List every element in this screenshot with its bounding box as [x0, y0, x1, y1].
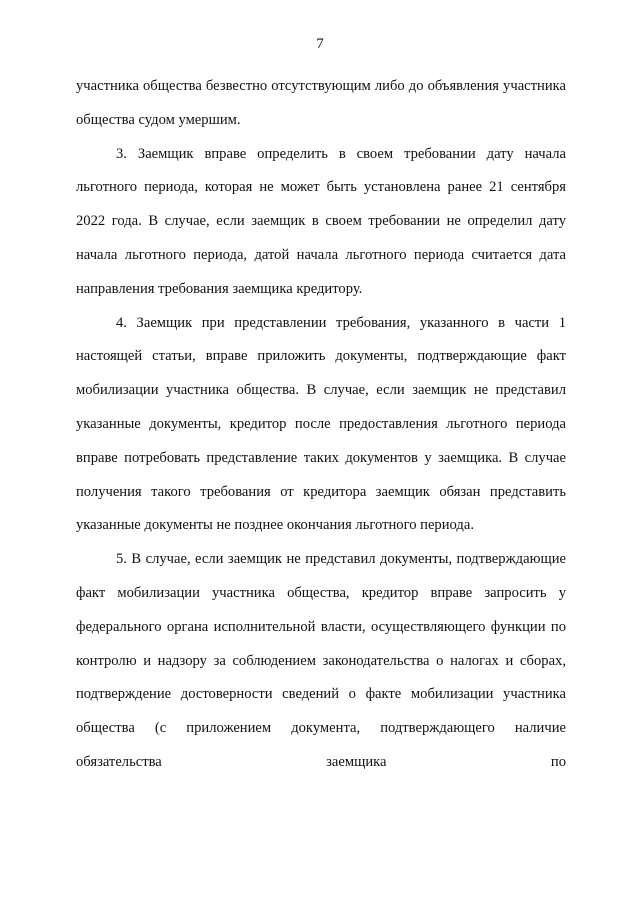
paragraph-continuation: участника общества безвестно отсутствующим либо до объявления участника общества судом умершим.	[76, 78, 566, 128]
paragraph-clause-3: 3. Заемщик вправе определить в своем требовании дату начала льготного периода, которая не может быть установлена ранее 21 сентября 2022 года. В случае, если заемщик в своем требовании не определил дату начала льготного периода, датой начала льготного периода считается дата направления требования заемщика кредитору.	[76, 145, 566, 297]
paragraph-clause-5: 5. В случае, если заемщик не представил документы, подтверждающие факт мобилизации участника общества, кредитор вправе запросить у федерального органа исполнительной власти, осуществляющего функции по контролю и надзору за соблюдением законодательства о налогах и сборах, подтверждение достоверности сведений о факте мобилизации участника общества (с приложением документа, подтверждающего наличие обязательства заемщика по	[76, 551, 566, 770]
paragraph-clause-4: 4. Заемщик при представлении требования, указанного в части 1 настоящей статьи, вправе приложить документы, подтверждающие факт мобилизации участника общества. В случае, если заемщик не представил указанные документы, кредитор после предоставления льготного периода вправе потребовать представление таких документов у заемщика. В случае получения такого требования от кредитора заемщик обязан представить указанные документы не позднее окончания льготного периода.	[76, 314, 566, 534]
page-number: 7	[316, 36, 324, 52]
document-body	[76, 70, 566, 780]
